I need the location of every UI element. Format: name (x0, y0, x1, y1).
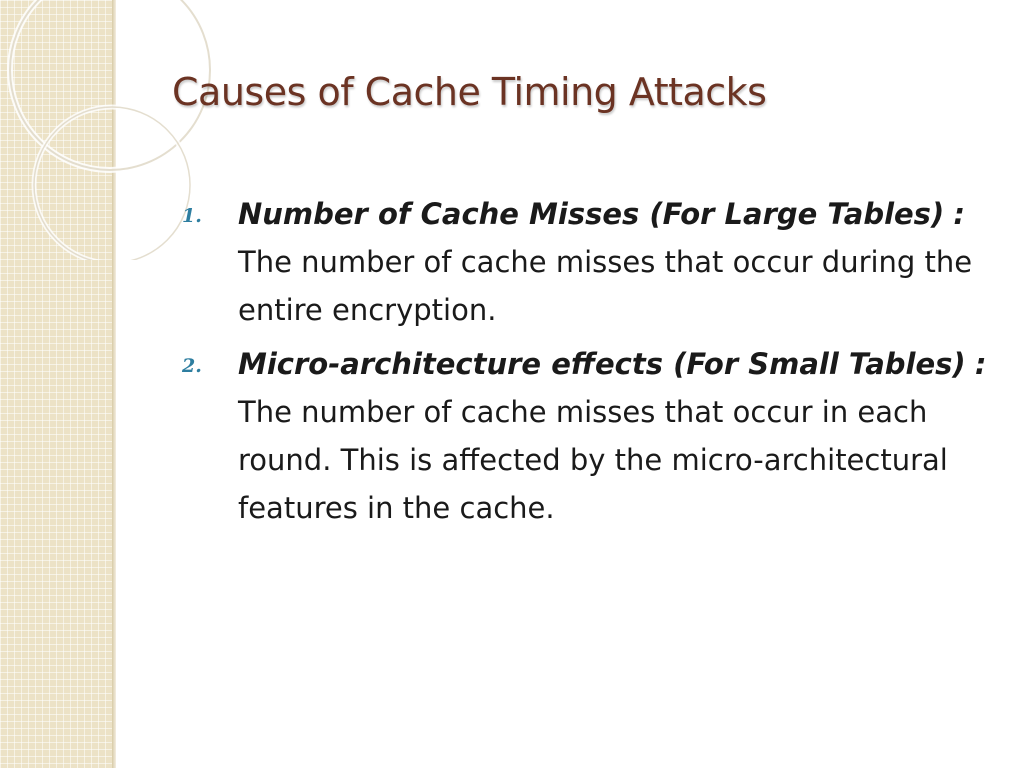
sidebar-edge (112, 0, 116, 768)
item-description: The number of cache misses that occur during the entire encryption. (238, 245, 973, 327)
item-separator: : (953, 197, 966, 231)
sidebar-pattern (0, 0, 112, 768)
item-description: The number of cache misses that occur in each round. This is affected by the micro-architectural features in the cache. (238, 395, 948, 525)
list-item (180, 190, 1000, 334)
bullet-list (180, 190, 1000, 538)
slide-title: Causes of Cache Timing Attacks (172, 70, 767, 114)
item-term: Micro-architecture effects (For Small Tables) (238, 347, 966, 381)
item-number: 2. (182, 355, 202, 377)
list-item (180, 340, 1000, 532)
item-term: Number of Cache Misses (For Large Tables) (238, 197, 945, 231)
item-separator: : (974, 347, 987, 381)
item-number: 1. (182, 205, 202, 227)
